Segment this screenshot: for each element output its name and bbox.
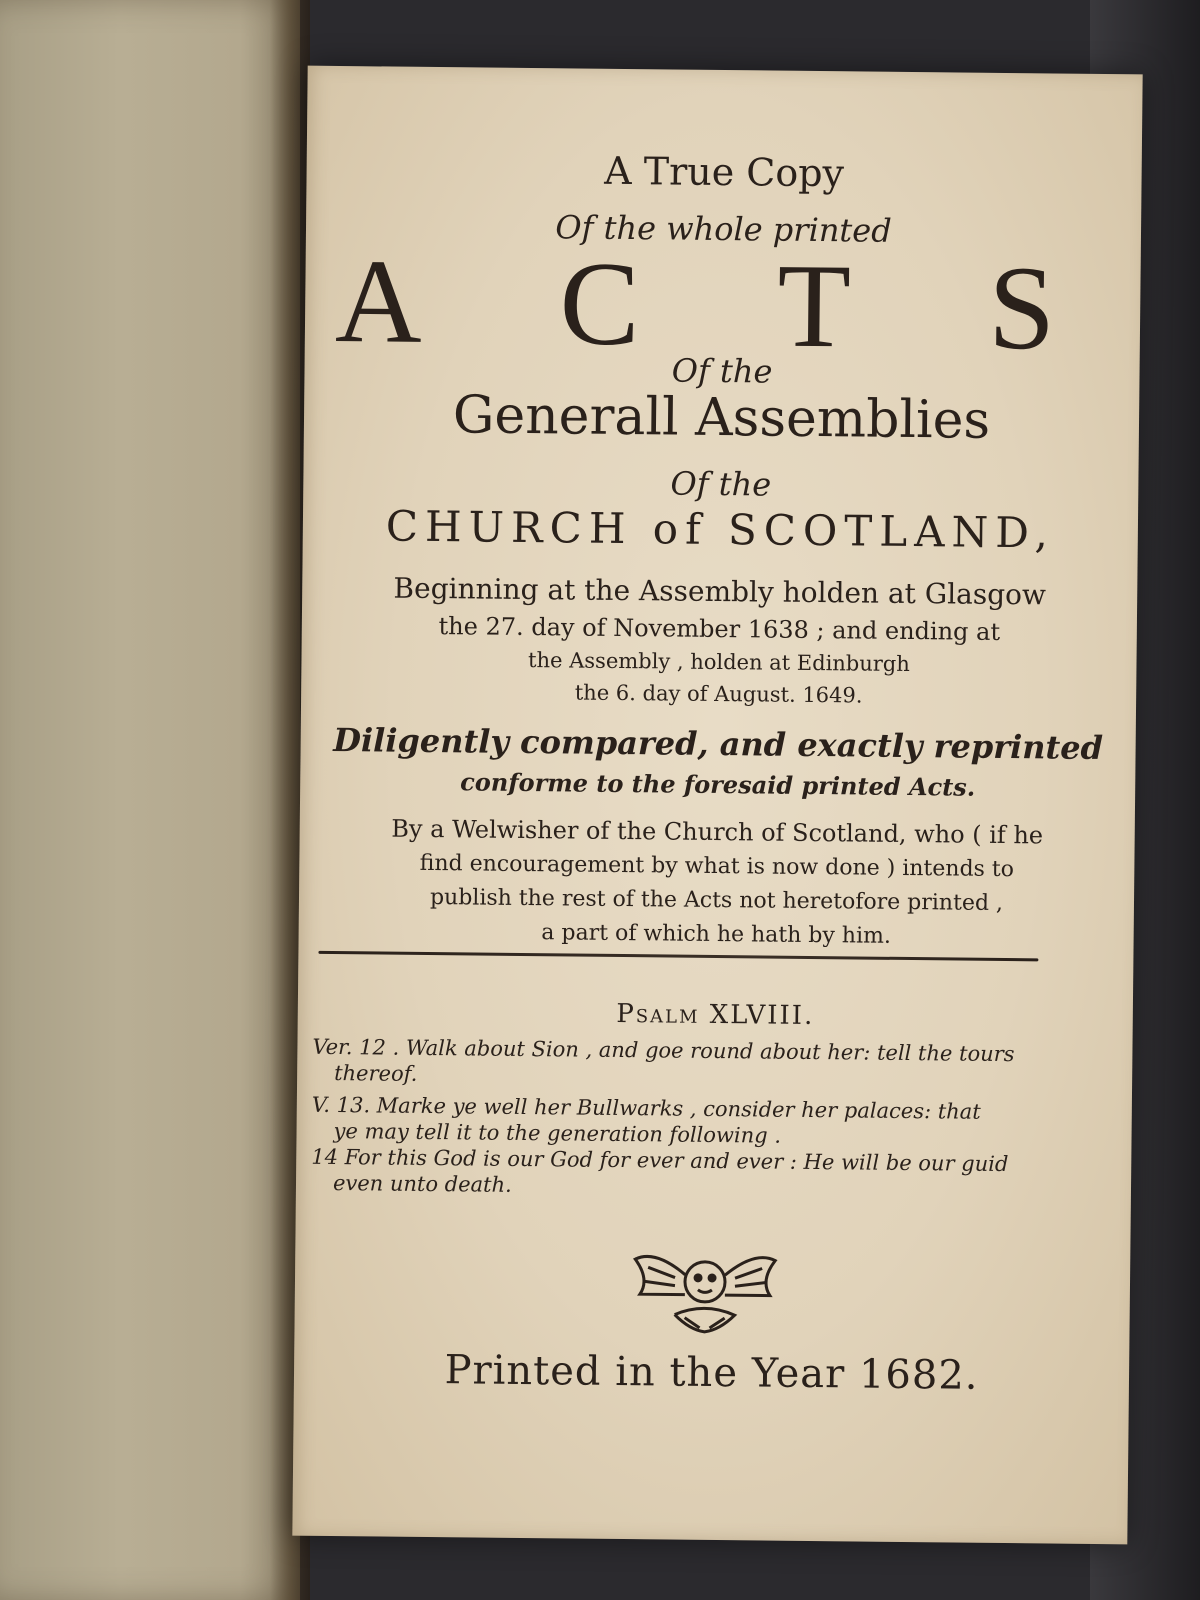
text-edinburgh: the Assembly , holden at Edinburgh — [527, 648, 910, 677]
verse-13-line-1: V. 13. Marke ye well her Bullwarks , consider her palaces: that — [311, 1092, 981, 1124]
verse-12-line-1: Ver. 12 . Walk about Sion , and goe round about her: tell the tours — [312, 1034, 1015, 1067]
title-line-a-true-copy: A True Copy — [603, 148, 845, 196]
text-publish: publish the rest of the Acts not heretofore printed , — [429, 884, 1004, 916]
left-page-blank — [0, 0, 300, 1600]
title-line-of-the-1: Of the — [671, 351, 773, 391]
text-diligently-compared: Diligently compared, and exactly reprinted — [333, 720, 1104, 768]
text-beginning: Beginning at the Assembly holden at Glasgow — [393, 571, 1047, 612]
verse-12-line-2: thereof. — [334, 1061, 418, 1086]
title-line-of-the-2: Of the — [670, 464, 772, 504]
psalm-heading: Psalm XLVIII. — [616, 998, 815, 1032]
acts-letter-s: S — [987, 240, 1056, 375]
acts-letter-a: A — [334, 233, 423, 368]
text-conforme: conforme to the foresaid printed Acts. — [460, 767, 976, 802]
title-line-generall-assemblies: Generall Assemblies — [452, 385, 991, 451]
imprint-printed-year: Printed in the Year 1682. — [444, 1347, 979, 1399]
acts-letter-t: T — [776, 238, 852, 373]
text-welwisher: By a Welwisher of the Church of Scotland, who ( if he — [391, 814, 1044, 850]
acts-letter-c: C — [558, 236, 641, 371]
title-line-church-of-scotland: CHURCH of SCOTLAND, — [385, 501, 1056, 558]
title-line-whole-printed: Of the whole printed — [555, 208, 892, 250]
verse-14-line-1: 14 For this God is our God for ever and ever : He will be our guid — [311, 1144, 1009, 1177]
cherub-ornament-icon — [629, 1239, 780, 1341]
verse-14-line-2: even unto death. — [332, 1170, 512, 1197]
divider-rule — [318, 951, 1038, 962]
verse-13-line-2: ye may tell it to the generation following . — [333, 1118, 782, 1148]
text-part-of-which: a part of which he hath by him. — [541, 920, 892, 949]
title-page — [292, 66, 1142, 1545]
text-date-november: the 27. day of November 1638 ; and ending at — [438, 612, 1001, 646]
text-date-august: the 6. day of August. 1649. — [574, 680, 863, 708]
text-encouragement: find encouragement by what is now done ) intends to — [419, 850, 1015, 883]
psalm-verses — [311, 1034, 1043, 1204]
